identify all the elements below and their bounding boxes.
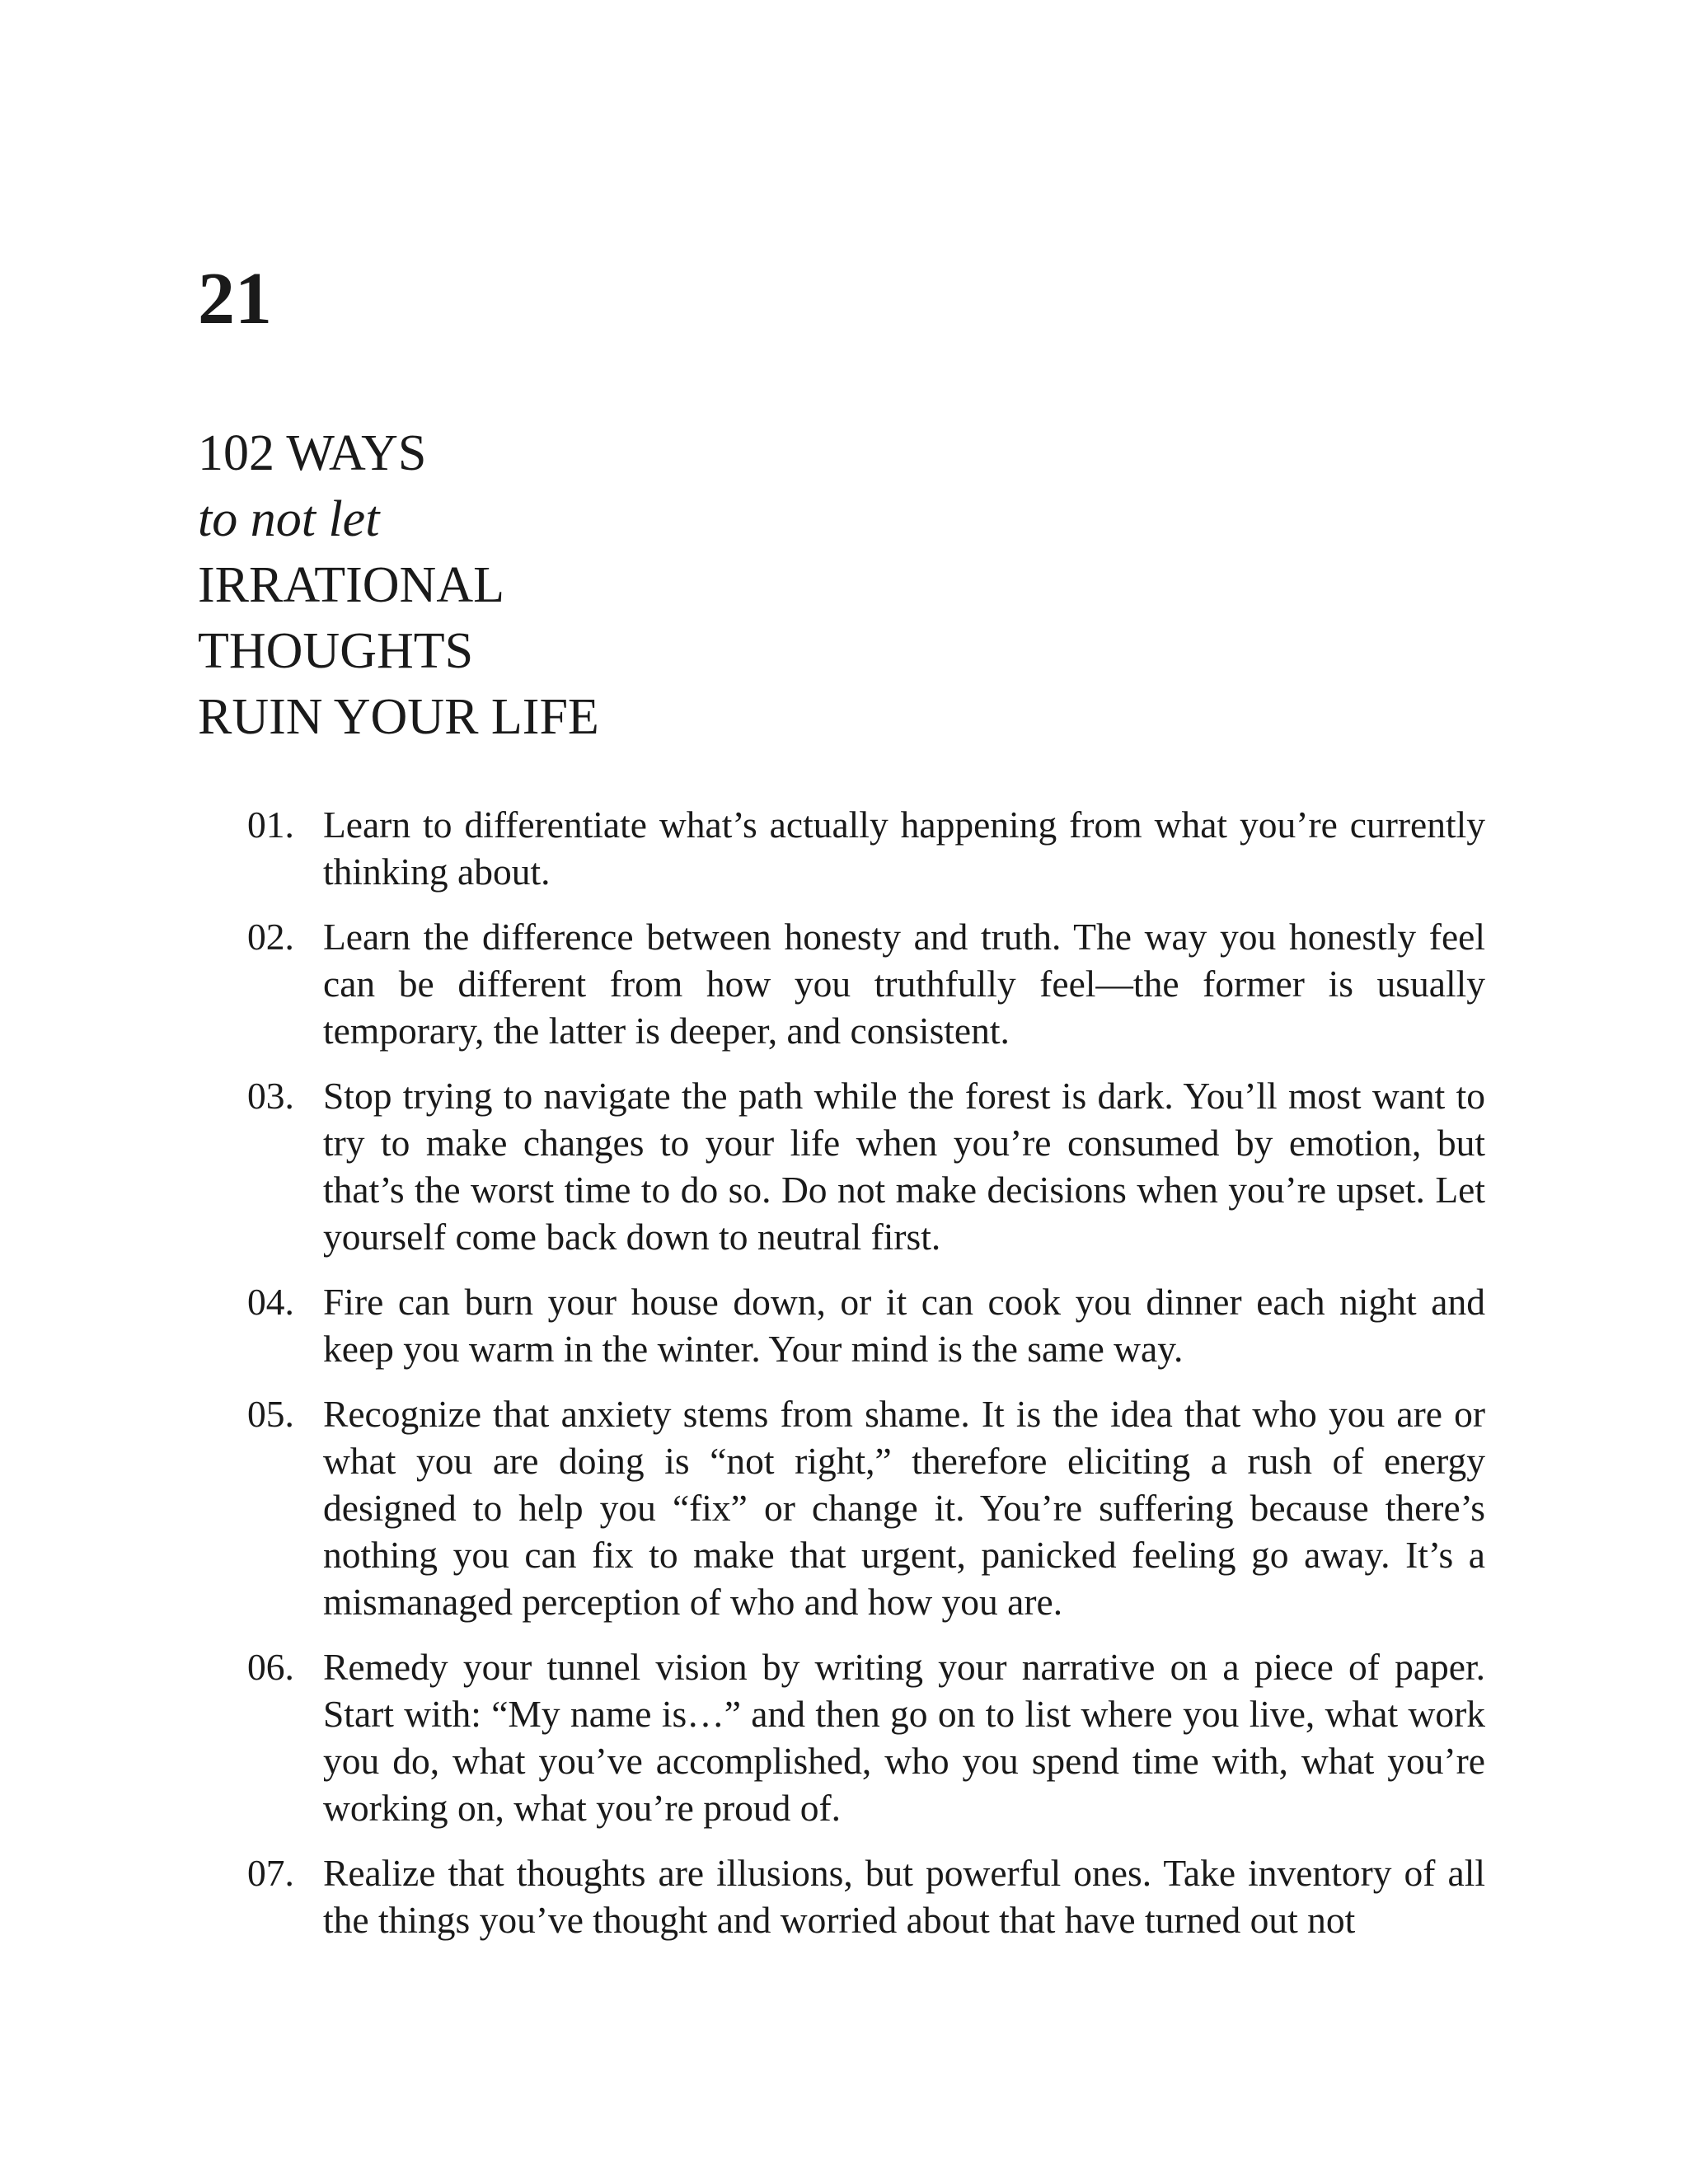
list-item [247,1643,1485,1831]
list-item-number: 01. [247,804,294,846]
list-item [247,1390,1485,1625]
list-item-text: Fire can burn your house down, or it can cook you dinner each night and keep you warm in the winter. Your mind is the same way. [323,1281,1485,1370]
list-item [247,1072,1485,1260]
title-line-3: IRRATIONAL [198,557,504,613]
title-line-4: THOUGHTS [198,623,474,679]
list-item-text: Recognize that anxiety stems from shame. It is the idea that who you are or what you are doing is “not right,” therefore eliciting a rush of energy designed to help you “fix” or change it. You’re suffering because there’s nothing you can fix to make that urgent, panicked feeling go away. It’s a mismanaged perception of who and how you are. [323,1393,1485,1623]
list-item-text: Realize that thoughts are illusions, but powerful ones. Take inventory of all the things you’ve thought and worried about that have turned out not [323,1852,1485,1941]
title-line-5: RUIN YOUR LIFE [198,689,599,745]
list-item-text: Stop trying to navigate the path while the forest is dark. You’ll most want to try to make changes to your life when you’re consumed by emotion, but that’s the worst time to do so. Do not make decisions when you’re upset. Let yourself come back down to neutral first. [323,1075,1485,1258]
list-item-text: Learn the difference between honesty and truth. The way you honestly feel can be different from how you truthfully feel—the former is usually temporary, the latter is deeper, and consistent. [323,916,1485,1052]
list-item [247,1278,1485,1372]
list-item-number: 03. [247,1075,294,1117]
numbered-list [247,801,1485,1961]
list-item [247,801,1485,895]
title-line-2: to not let [198,491,380,547]
chapter-number: 21 [198,258,272,340]
list-item-number: 05. [247,1393,294,1435]
chapter-title [198,420,599,750]
list-item-text: Remedy your tunnel vision by writing your narrative on a piece of paper. Start with: “My name is…” and then go on to list where you live, what work you do, what you’ve accomplished, who you spend time with, what you’re working on, what you’re proud of. [323,1646,1485,1829]
list-item-number: 07. [247,1852,294,1894]
title-line-1: 102 WAYS [198,425,427,481]
list-item-text: Learn to differentiate what’s actually happening from what you’re currently thinking about. [323,804,1485,893]
list-item-number: 04. [247,1281,294,1323]
list-item [247,913,1485,1054]
list-item-number: 06. [247,1646,294,1688]
list-item [247,1849,1485,1943]
list-item-number: 02. [247,916,294,958]
